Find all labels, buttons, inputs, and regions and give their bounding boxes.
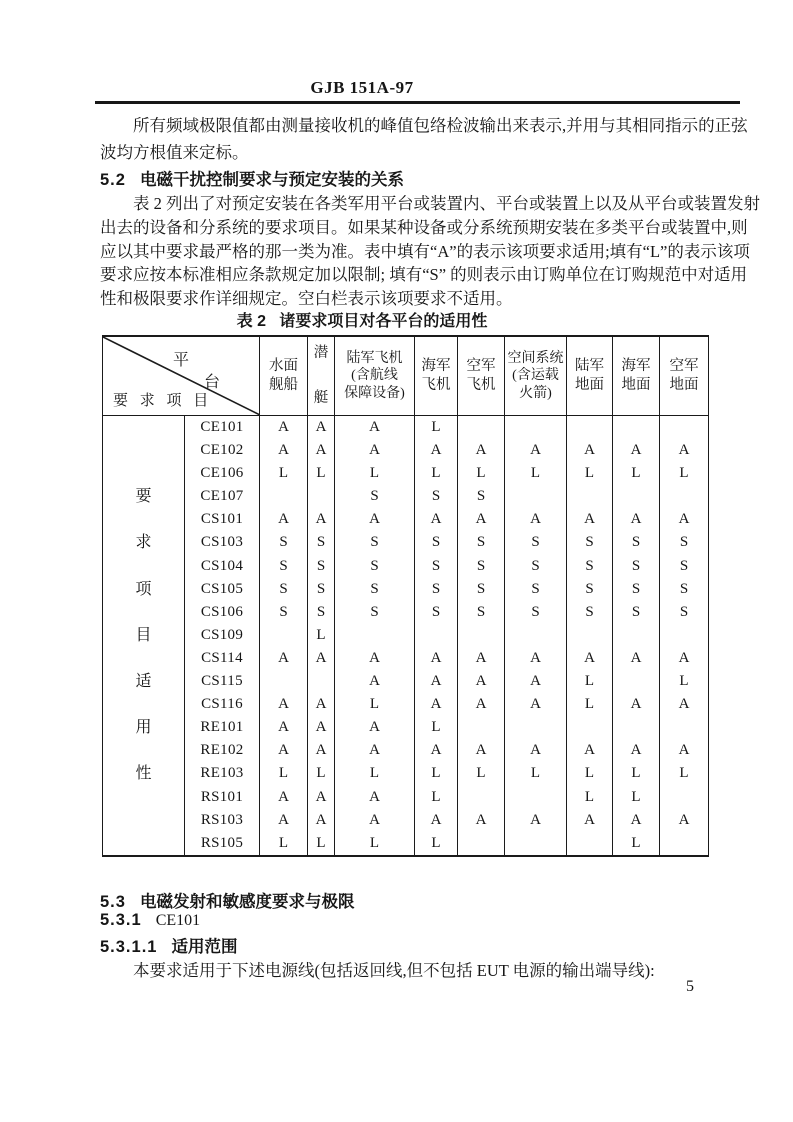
table-cell: A bbox=[613, 693, 660, 716]
table-cell bbox=[567, 624, 613, 647]
row-item-label: CS116 bbox=[185, 693, 260, 716]
section-5-2-body bbox=[100, 192, 760, 311]
table-cell: S bbox=[335, 555, 415, 578]
table-cell: A bbox=[335, 439, 415, 462]
table-cell: S bbox=[308, 578, 335, 601]
table-cell: S bbox=[613, 578, 660, 601]
table-cell: L bbox=[308, 762, 335, 785]
table-row bbox=[103, 693, 708, 716]
column-header bbox=[260, 337, 308, 415]
table-row bbox=[103, 439, 708, 462]
table-cell: A bbox=[458, 508, 505, 531]
table-cell: A bbox=[567, 809, 613, 832]
column-header-line: 飞机 bbox=[466, 377, 496, 393]
table-cell: A bbox=[260, 693, 308, 716]
table-cell: S bbox=[613, 555, 660, 578]
table-cell: A bbox=[458, 647, 505, 670]
section-5-3-1-1-heading bbox=[100, 933, 237, 957]
row-item-label: CS114 bbox=[185, 647, 260, 670]
table-cell: S bbox=[458, 555, 505, 578]
table-cell: A bbox=[613, 739, 660, 762]
table-cell bbox=[458, 832, 505, 855]
row-item-label: CS104 bbox=[185, 555, 260, 578]
table-cell: A bbox=[567, 647, 613, 670]
table-row bbox=[103, 786, 708, 809]
table-cell bbox=[505, 786, 567, 809]
column-header bbox=[415, 337, 458, 415]
table-cell: S bbox=[308, 555, 335, 578]
table-cell: L bbox=[415, 416, 458, 439]
table-cell: L bbox=[335, 462, 415, 485]
table-cell: A bbox=[458, 809, 505, 832]
table-cell: L bbox=[679, 673, 689, 690]
row-side-label: 用 bbox=[103, 716, 185, 739]
table-cell bbox=[308, 485, 335, 508]
column-header-line: 海军 bbox=[421, 358, 451, 374]
table-cell: S bbox=[505, 531, 567, 554]
table-cell: S bbox=[458, 578, 505, 601]
table-cell: A bbox=[613, 508, 660, 531]
table-cell: S bbox=[613, 531, 660, 554]
row-side-label bbox=[103, 809, 185, 832]
table-cell: S bbox=[679, 557, 689, 574]
table-cell: S bbox=[679, 580, 689, 597]
row-item-label: RS105 bbox=[185, 832, 260, 855]
table-cell: A bbox=[308, 786, 335, 809]
table-row bbox=[103, 739, 708, 762]
table-cell: A bbox=[678, 742, 690, 759]
column-header-line: 舰船 bbox=[269, 377, 298, 393]
table-cell: S bbox=[415, 531, 458, 554]
table-cell: L bbox=[335, 832, 415, 855]
column-header-line: 地面 bbox=[669, 377, 699, 393]
table-cell: A bbox=[260, 739, 308, 762]
corner-platform-char-1: 平 bbox=[173, 352, 190, 369]
row-item-label: CE102 bbox=[185, 439, 260, 462]
table-cell bbox=[260, 485, 308, 508]
table-cell: S bbox=[260, 555, 308, 578]
table-cell: L bbox=[335, 693, 415, 716]
table-row bbox=[103, 832, 708, 855]
table-cell bbox=[458, 716, 505, 739]
row-item-label: CS105 bbox=[185, 578, 260, 601]
text-line: 性和极限要求作详细规定。空白栏表示该项要求不适用。 bbox=[100, 289, 513, 309]
row-side-label bbox=[103, 786, 185, 809]
table-cell: A bbox=[458, 439, 505, 462]
table-cell: A bbox=[415, 670, 458, 693]
row-item-label: CS106 bbox=[185, 601, 260, 624]
row-item-label: CS103 bbox=[185, 531, 260, 554]
column-header bbox=[660, 337, 708, 415]
table-cell: L bbox=[335, 762, 415, 785]
table-cell: A bbox=[335, 508, 415, 531]
table-cell: L bbox=[260, 762, 308, 785]
row-side-label: 要 bbox=[103, 485, 185, 508]
table-cell: A bbox=[335, 809, 415, 832]
table-cell: A bbox=[260, 809, 308, 832]
table-cell: A bbox=[260, 647, 308, 670]
table-cell: A bbox=[260, 508, 308, 531]
table-cell: A bbox=[415, 809, 458, 832]
table-cell: A bbox=[505, 439, 567, 462]
table-row bbox=[103, 716, 708, 739]
text-line: 波均方根值来定标。 bbox=[100, 143, 249, 162]
table-cell: S bbox=[613, 601, 660, 624]
table-cell: S bbox=[505, 578, 567, 601]
table-cell: L bbox=[308, 832, 335, 855]
table-cell bbox=[660, 485, 708, 508]
table-cell bbox=[613, 670, 660, 693]
table-cell: L bbox=[567, 462, 613, 485]
table-cell: A bbox=[678, 811, 690, 828]
section-5-3-1-1-body bbox=[100, 957, 655, 984]
column-header-line: 空军 bbox=[669, 358, 699, 374]
table-cell: A bbox=[308, 739, 335, 762]
table-cell: S bbox=[679, 534, 689, 551]
table-cell bbox=[260, 670, 308, 693]
table-cell: L bbox=[505, 462, 567, 485]
table-cell: L bbox=[415, 832, 458, 855]
corner-platform-char-2: 台 bbox=[204, 374, 221, 391]
table-row bbox=[103, 555, 708, 578]
table-cell: L bbox=[308, 462, 335, 485]
table-cell: A bbox=[678, 696, 690, 713]
table-cell bbox=[505, 716, 567, 739]
table-header-row bbox=[103, 337, 708, 416]
section-5-3-1-heading bbox=[100, 911, 200, 930]
table-cell: A bbox=[308, 439, 335, 462]
table-cell bbox=[660, 416, 708, 439]
column-header-line: 陆军飞机 bbox=[346, 350, 403, 366]
table-cell bbox=[613, 624, 660, 647]
table-cell: S bbox=[458, 531, 505, 554]
table-cell: A bbox=[335, 716, 415, 739]
table-cell bbox=[660, 624, 708, 647]
row-side-label bbox=[103, 555, 185, 578]
row-item-label: RE102 bbox=[185, 739, 260, 762]
table-cell: A bbox=[567, 739, 613, 762]
table-cell: S bbox=[679, 603, 689, 620]
section-5-3-1-1-title: 适用范围 bbox=[171, 938, 238, 956]
table-cell: A bbox=[458, 670, 505, 693]
row-item-label: CE106 bbox=[185, 462, 260, 485]
corner-requirement-label: 要 求 项 目 bbox=[113, 393, 213, 409]
table-cell bbox=[335, 624, 415, 647]
table-cell bbox=[505, 485, 567, 508]
section-5-2-heading bbox=[100, 166, 404, 190]
table-cell: A bbox=[308, 716, 335, 739]
row-side-label: 项 bbox=[103, 578, 185, 601]
section-5-3-heading bbox=[100, 888, 354, 912]
table-cell: S bbox=[458, 601, 505, 624]
table-cell: A bbox=[415, 647, 458, 670]
table-cell: A bbox=[415, 693, 458, 716]
table-cell: S bbox=[260, 601, 308, 624]
row-item-label: RE101 bbox=[185, 716, 260, 739]
text-line: 出去的设备和分系统的要求项目。如果某种设备或分系统预期安装在多类平台或装置中,则 bbox=[100, 217, 748, 237]
table-row bbox=[103, 578, 708, 601]
table-cell bbox=[613, 716, 660, 739]
section-5-2-number: 5.2 bbox=[100, 171, 126, 189]
column-header-line: 海军 bbox=[621, 358, 651, 374]
table-row bbox=[103, 809, 708, 832]
table-cell: A bbox=[505, 647, 567, 670]
table-cell bbox=[505, 832, 567, 855]
table-cell bbox=[458, 786, 505, 809]
document-standard-number: GJB 151A-97 bbox=[310, 78, 414, 97]
column-header-line: 火箭) bbox=[519, 385, 552, 401]
table-cell: S bbox=[567, 531, 613, 554]
row-side-label: 适 bbox=[103, 670, 185, 693]
column-header bbox=[335, 337, 415, 415]
intro-paragraph bbox=[100, 112, 748, 166]
table-cell: A bbox=[613, 647, 660, 670]
page-number: 5 bbox=[686, 978, 694, 995]
table-body bbox=[103, 416, 708, 855]
table-cell: L bbox=[679, 765, 689, 782]
table-cell: L bbox=[458, 762, 505, 785]
table-row bbox=[103, 485, 708, 508]
table-cell: A bbox=[678, 442, 690, 459]
column-header-line: 地面 bbox=[621, 377, 651, 393]
table-cell: L bbox=[415, 716, 458, 739]
column-header-line: 空军 bbox=[466, 358, 496, 374]
row-side-label bbox=[103, 832, 185, 855]
table-cell: S bbox=[415, 601, 458, 624]
table-cell: L bbox=[567, 786, 613, 809]
row-item-label: CS109 bbox=[185, 624, 260, 647]
table-cell: A bbox=[458, 693, 505, 716]
column-header-line: 空间系统 bbox=[507, 350, 564, 366]
table-cell bbox=[567, 485, 613, 508]
table-cell: L bbox=[260, 462, 308, 485]
table-cell bbox=[260, 624, 308, 647]
column-header-line: 潜 bbox=[313, 345, 329, 361]
table-cell: A bbox=[415, 439, 458, 462]
table-cell: L bbox=[260, 832, 308, 855]
column-header-line: 艇 bbox=[313, 390, 329, 406]
table-cell: L bbox=[415, 762, 458, 785]
table-cell: A bbox=[505, 693, 567, 716]
section-5-3-1-title: CE101 bbox=[155, 912, 201, 929]
table-row bbox=[103, 647, 708, 670]
table-cell bbox=[660, 786, 708, 809]
row-item-label: RS103 bbox=[185, 809, 260, 832]
table-cell: S bbox=[335, 531, 415, 554]
table-cell: S bbox=[567, 578, 613, 601]
table-cell bbox=[458, 624, 505, 647]
section-5-2-title: 电磁干扰控制要求与预定安装的关系 bbox=[139, 171, 404, 189]
table-cell: S bbox=[308, 531, 335, 554]
table-cell: L bbox=[505, 762, 567, 785]
table-cell bbox=[567, 416, 613, 439]
row-item-label: CS115 bbox=[185, 670, 260, 693]
table-cell bbox=[415, 624, 458, 647]
table-cell: L bbox=[679, 465, 689, 482]
table-cell: A bbox=[678, 511, 690, 528]
section-5-3-number: 5.3 bbox=[100, 893, 126, 911]
table-cell: A bbox=[505, 508, 567, 531]
text-line: 表 2 列出了对预定安装在各类军用平台或装置内、平台或装置上以及从平台或装置发射 bbox=[133, 194, 760, 213]
section-5-3-1-number: 5.3.1 bbox=[100, 911, 142, 929]
table-cell: S bbox=[567, 601, 613, 624]
table-cell: L bbox=[613, 786, 660, 809]
table-row bbox=[103, 670, 708, 693]
table-cell: A bbox=[567, 439, 613, 462]
table-cell: L bbox=[567, 670, 613, 693]
table-cell bbox=[613, 485, 660, 508]
column-header bbox=[567, 337, 613, 415]
table-cell: L bbox=[415, 786, 458, 809]
table-cell: A bbox=[613, 439, 660, 462]
table-cell: A bbox=[308, 508, 335, 531]
table-cell: A bbox=[505, 809, 567, 832]
row-side-label bbox=[103, 508, 185, 531]
table-cell: A bbox=[308, 647, 335, 670]
table-cell: A bbox=[260, 416, 308, 439]
table-cell: S bbox=[505, 555, 567, 578]
column-header-line: 水面 bbox=[269, 358, 298, 374]
table-cell: S bbox=[335, 485, 415, 508]
table-cell: S bbox=[335, 578, 415, 601]
table-cell bbox=[660, 832, 708, 855]
table-cell: L bbox=[613, 462, 660, 485]
row-side-label bbox=[103, 439, 185, 462]
row-side-label bbox=[103, 739, 185, 762]
column-header-line: 飞机 bbox=[421, 377, 451, 393]
column-header bbox=[613, 337, 660, 415]
table-cell: A bbox=[458, 739, 505, 762]
text-line: 应以其中要求最严格的那一类为准。表中填有“A”的表示该项要求适用;填有“L”的表示该项 bbox=[100, 241, 750, 261]
table-cell: A bbox=[308, 809, 335, 832]
table-cell: S bbox=[458, 485, 505, 508]
column-header-line: 地面 bbox=[575, 377, 604, 393]
section-5-3-1-1-number: 5.3.1.1 bbox=[100, 938, 158, 956]
text-line: 本要求适用于下述电源线(包括返回线,但不包括 EUT 电源的输出端导线): bbox=[133, 961, 655, 980]
row-side-label bbox=[103, 416, 185, 439]
row-item-label: CE101 bbox=[185, 416, 260, 439]
column-header-line: 保障设备) bbox=[344, 385, 405, 401]
column-header bbox=[308, 337, 335, 415]
row-item-label: CE107 bbox=[185, 485, 260, 508]
table-cell: A bbox=[308, 416, 335, 439]
table-cell: S bbox=[260, 578, 308, 601]
table-cell: A bbox=[335, 670, 415, 693]
table-row bbox=[103, 624, 708, 647]
table-cell: A bbox=[678, 649, 690, 666]
table-cell: L bbox=[458, 462, 505, 485]
table-cell: S bbox=[505, 601, 567, 624]
table-cell: A bbox=[308, 693, 335, 716]
applicability-table bbox=[102, 335, 709, 857]
row-side-label bbox=[103, 693, 185, 716]
table-cell bbox=[458, 416, 505, 439]
table-cell bbox=[308, 670, 335, 693]
table-cell: A bbox=[260, 716, 308, 739]
column-header-line: (含运载 bbox=[512, 368, 559, 384]
row-side-label: 求 bbox=[103, 531, 185, 554]
table-cell bbox=[567, 832, 613, 855]
table-cell: A bbox=[415, 739, 458, 762]
row-side-label bbox=[103, 462, 185, 485]
table-cell bbox=[660, 716, 708, 739]
text-line: 要求应按本标准相应条款规定加以限制; 填有“S” 的则表示由订购单位在订购规范中对适用 bbox=[100, 265, 748, 285]
table-cell: A bbox=[335, 647, 415, 670]
table-row bbox=[103, 762, 708, 785]
table-cell: A bbox=[335, 739, 415, 762]
table-cell: S bbox=[415, 555, 458, 578]
row-item-label: RS101 bbox=[185, 786, 260, 809]
row-side-label: 性 bbox=[103, 762, 185, 785]
table-cell: A bbox=[613, 809, 660, 832]
table-cell: L bbox=[613, 832, 660, 855]
table-cell: A bbox=[505, 670, 567, 693]
table-cell: S bbox=[415, 485, 458, 508]
text-line: 所有频域极限值都由测量接收机的峰值包络检波输出来表示,并用与其相同指示的正弦 bbox=[133, 116, 748, 135]
table-row bbox=[103, 508, 708, 531]
table-cell: S bbox=[415, 578, 458, 601]
row-side-label: 目 bbox=[103, 624, 185, 647]
column-header-line: (含航线 bbox=[351, 368, 398, 384]
table-cell bbox=[613, 416, 660, 439]
table-cell: A bbox=[505, 739, 567, 762]
column-header bbox=[458, 337, 505, 415]
table-cell: S bbox=[308, 601, 335, 624]
table-cell: A bbox=[260, 786, 308, 809]
column-header-line: 陆军 bbox=[575, 358, 604, 374]
table-cell: S bbox=[567, 555, 613, 578]
table-cell: A bbox=[415, 508, 458, 531]
column-header bbox=[505, 337, 567, 415]
table-cell: A bbox=[335, 786, 415, 809]
table-row bbox=[103, 416, 708, 439]
table-cell: L bbox=[308, 624, 335, 647]
table-cell: S bbox=[335, 601, 415, 624]
table-cell: S bbox=[260, 531, 308, 554]
table-row bbox=[103, 531, 708, 554]
section-5-3-title: 电磁发射和敏感度要求与极限 bbox=[139, 893, 355, 911]
header-rule bbox=[95, 101, 740, 104]
row-side-label bbox=[103, 601, 185, 624]
table-title: 表 2 诸要求项目对各平台的适用性 bbox=[236, 313, 488, 330]
table-cell bbox=[567, 716, 613, 739]
table-cell: L bbox=[567, 762, 613, 785]
table-row bbox=[103, 462, 708, 485]
row-item-label: RE103 bbox=[185, 762, 260, 785]
table-row bbox=[103, 601, 708, 624]
row-side-label bbox=[103, 647, 185, 670]
table-cell: A bbox=[567, 508, 613, 531]
table-cell: A bbox=[260, 439, 308, 462]
table-corner-cell bbox=[103, 337, 260, 415]
table-cell: L bbox=[415, 462, 458, 485]
table-cell: L bbox=[613, 762, 660, 785]
table-cell: A bbox=[335, 416, 415, 439]
table-cell bbox=[505, 416, 567, 439]
table-cell: L bbox=[567, 693, 613, 716]
table-cell bbox=[505, 624, 567, 647]
row-item-label: CS101 bbox=[185, 508, 260, 531]
